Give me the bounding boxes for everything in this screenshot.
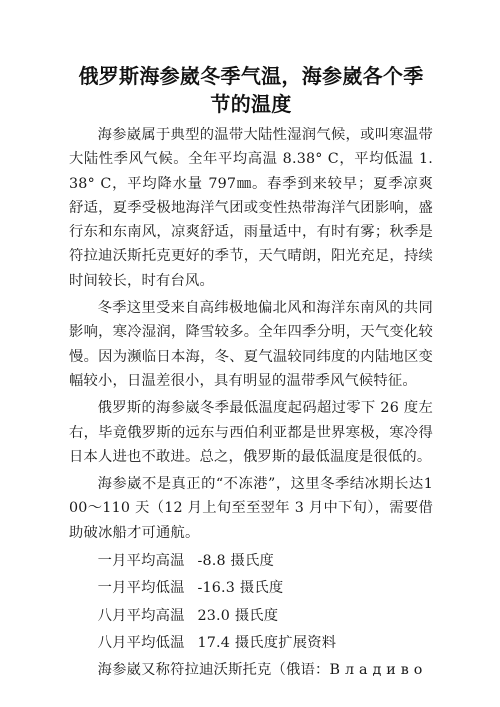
climate-label: 八月平均低温 — [97, 634, 185, 651]
list-item — [69, 604, 433, 628]
climate-label: 八月平均高温 — [97, 607, 185, 624]
article-body — [69, 123, 433, 697]
list-item — [69, 549, 433, 573]
paragraph-alternate-name: 海参崴又称符拉迪沃斯托克（俄语：В л а д и в о — [97, 662, 423, 679]
list-item — [69, 576, 433, 600]
paragraph-winter: 冬季这里受来自高纬极地偏北风和海洋东南风的共同影响，寒冷湿润，降雪较多。全年四季分明，天气变化较慢。因为濒临日本海，冬、夏气温较同纬度的内陆地区变幅较小，日温差很小，具有明显的温带季风气候特征。 — [69, 300, 433, 389]
climate-value: 23.0 摄氏度 — [197, 607, 279, 624]
paragraph-climate-overview: 海参崴属于典型的温带大陆性湿润气候，或叫寒温带大陆性季风气候。全年平均高温 8.38° C，平均低温 1.38° C，平均降水量 797㎜。春季到来较早；夏季凉爽舒适，夏季受极地海洋气团或变性热带海洋气团影响，盛行东和东南风，凉爽舒适，雨量适中，有时有雾；秋季是符拉迪沃斯托克更好的季节，天气晴朗，阳光充足，持续时间较长，时有台风。 — [69, 127, 433, 289]
list-item — [69, 631, 433, 655]
paragraph-lowest-temperature: 俄罗斯的海参崴冬季最低温度起码超过零下 26 度左右，毕竟俄罗斯的远东与西伯利亚都是世界寒极，寒冷得日本人进也不敢进。总之，俄罗斯的最低温度是很低的。 — [69, 400, 433, 465]
climate-value: 17.4 摄氏度扩展资料 — [197, 634, 337, 651]
paragraph-port-freeze: 海参崴不是真正的“不冻港”，这里冬季结冰期长达100～110 天（12 月上旬至至翌年 3 月中下旬），需要借助破冰船才可通航。 — [69, 476, 433, 541]
climate-label: 一月平均低温 — [97, 580, 185, 597]
climate-label: 一月平均高温 — [97, 553, 185, 570]
climate-value: -16.3 摄氏度 — [197, 580, 284, 597]
climate-stats-list — [69, 549, 433, 655]
page-title: 俄罗斯海参崴冬季气温，海参崴各个季节的温度 — [78, 64, 424, 116]
climate-value: -8.8 摄氏度 — [197, 553, 275, 570]
